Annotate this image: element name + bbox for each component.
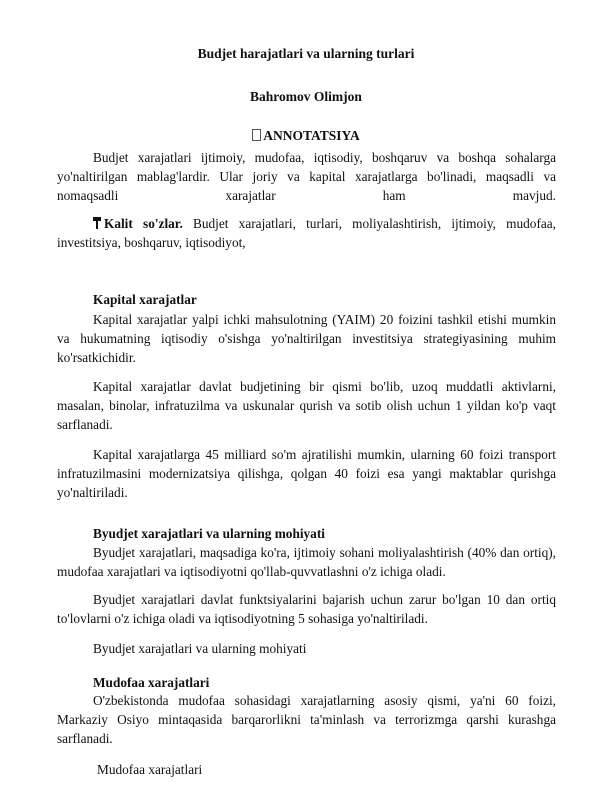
mohiyati-paragraph-1: Byudjet xarajatlari, maqsadiga ko'ra, ijtimoiy sohani moliyalashtirish (40% dan ortiq), mudofaa xarajatlari va iqtisodiyotni qo'llab-quvvatlashni o'z ichiga oladi. xyxy=(57,545,556,579)
section-heading-mudofaa: Mudofaa xarajatlari xyxy=(93,675,210,690)
mohiyati-paragraph-2: Byudjet xarajatlari davlat funktsiyalarini bajarish uchun zarur bo'lgan 10 dan ortiq to'lovlarni o'z ichiga oladi va iqtisodiyotning 5 sohasiga yo'naltiriladi. xyxy=(57,592,556,626)
pin-icon xyxy=(93,217,101,229)
section-heading-kapital: Kapital xarajatlar xyxy=(93,292,197,307)
kapital-paragraph-3: Kapital xarajatlarga 45 milliard so'm ajratilishi mumkin, ularning 60 foizi transport infratuzilmasini modernizatsiya qilishga, qolgan 40 foizi esa yangi maktablar qurishga yo'naltiriladi. xyxy=(57,447,556,500)
author-name: Bahromov Olimjon xyxy=(250,89,362,104)
mudofaa-paragraph-1: O'zbekistonda mudofaa sohasidagi xarajatlarning asosiy qismi, ya'ni 60 foizi, Markaziy Osiyo mintaqasida barqarorlikni ta'minlash va terrorizmga qarshi kurashga sarflanadi. xyxy=(57,693,556,746)
keywords-label: Kalit so'zlar. xyxy=(104,216,183,231)
keywords-paragraph xyxy=(57,214,556,252)
keywords-text: Budjet xarajatlari, turlari, moliyalashtirish, ijtimoiy, mudofaa, investitsiya, boshqaruv, iqtisodiyot, xyxy=(57,216,556,250)
kapital-paragraph-2: Kapital xarajatlar davlat budjetining bir qismi bo'lib, uzoq muddatli aktivlarni, masalan, binolar, infratuzilma va uskunalar qurish va sotib olish uchun 1 yildan ko'p vaqt sarflanadi. xyxy=(57,379,556,432)
annotation-paragraph-line2: nomaqsadli xarajatlar ham mavjud. xyxy=(57,188,556,203)
placeholder-glyph-icon xyxy=(252,129,261,141)
document-title: Budjet harajatlari va ularning turlari xyxy=(197,46,415,61)
kapital-paragraph-1: Kapital xarajatlar yalpi ichki mahsulotning (YAIM) 20 foizini tashkil etishi mumkin va hukumatning iqtisodiy o'sishga yo'naltirilgan investitsiya strategiyasining muhim ko'rsatkichidir. xyxy=(57,312,556,365)
annotation-heading-text: ANNOTATSIYA xyxy=(263,128,360,143)
section-heading-mohiyati: Byudjet xarajatlari va ularning mohiyati xyxy=(93,526,325,541)
mudofaa-paragraph-2: Mudofaa xarajatlari xyxy=(97,762,203,777)
mohiyati-paragraph-3: Byudjet xarajatlari va ularning mohiyati xyxy=(93,641,307,656)
annotation-paragraph-line1: Budjet xarajatlari ijtimoiy, mudofaa, iqtisodiy, boshqaruv va boshqa sohalarga yo'naltirilgan mablag'lardir. Ular joriy va kapital xarajatlarga bo'linadi, maqsadli va xyxy=(57,150,556,184)
annotation-heading xyxy=(0,128,612,144)
